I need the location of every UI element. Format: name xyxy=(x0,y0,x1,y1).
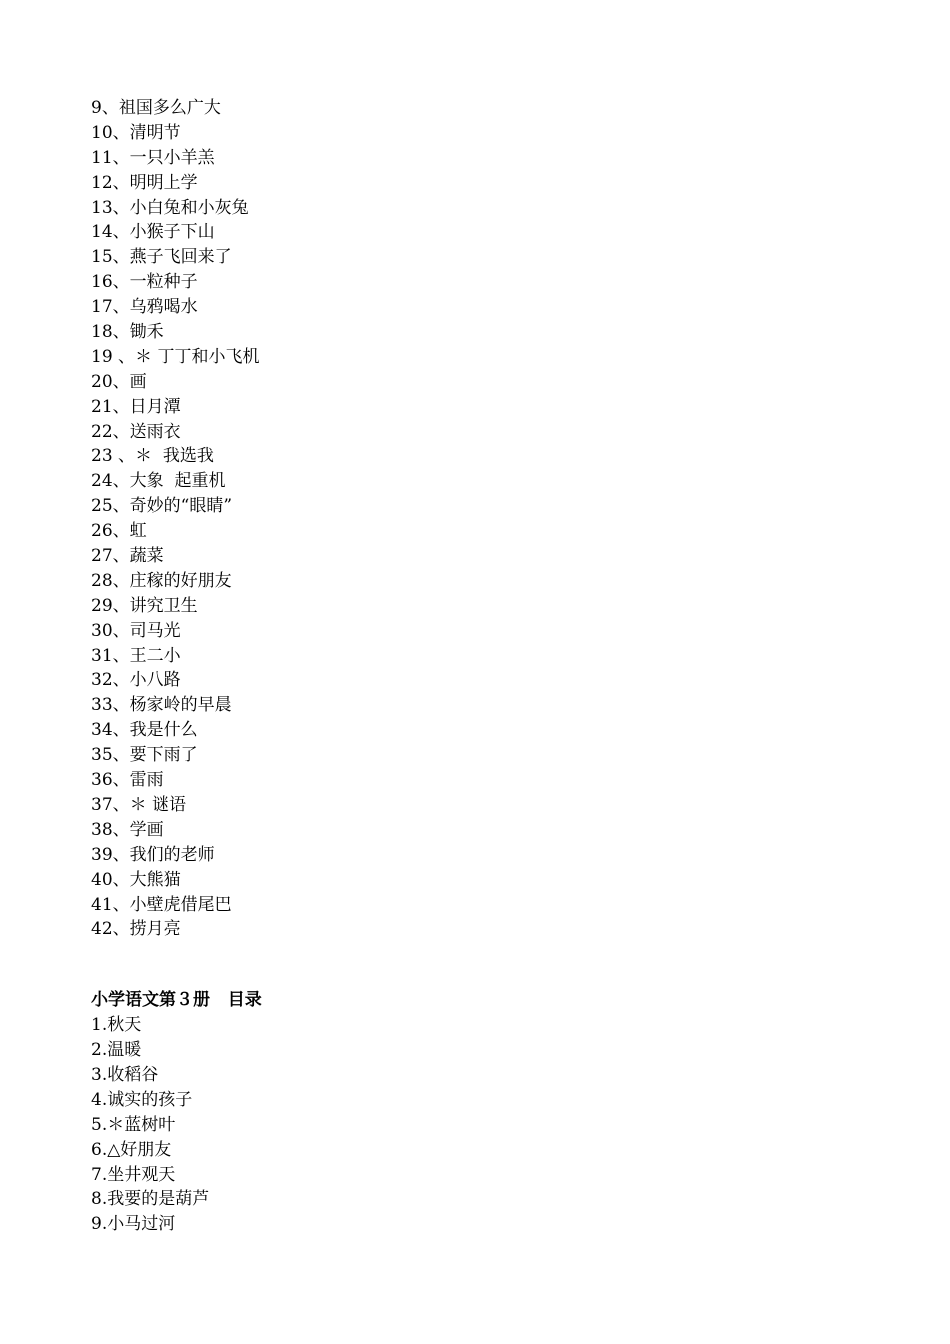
list-item: 28、庄稼的好朋友 xyxy=(91,570,232,591)
list-item: 21、日月潭 xyxy=(91,396,181,417)
list-item: 23 、＊ 我选我 xyxy=(91,446,214,467)
list-item: 20、画 xyxy=(91,371,147,392)
list-item: 25、奇妙的“眼睛” xyxy=(91,496,233,517)
list-item: 11、一只小羊羔 xyxy=(91,147,215,168)
list-item: 33、杨家岭的早晨 xyxy=(91,695,232,716)
list-item: 18、锄禾 xyxy=(91,322,164,343)
list-item: 39、我们的老师 xyxy=(91,844,215,865)
list-item: 40、大熊猫 xyxy=(91,869,181,890)
list-item: 32、小八路 xyxy=(91,670,181,691)
list-item: 16、一粒种子 xyxy=(91,272,198,293)
list-item: 13、小白兔和小灰兔 xyxy=(91,197,249,218)
list-item: 22、送雨衣 xyxy=(91,421,181,442)
list-item: 34、我是什么 xyxy=(91,720,198,741)
lesson-list-two xyxy=(91,988,891,1237)
list-item: 31、王二小 xyxy=(91,645,181,666)
list-item: 36、雷雨 xyxy=(91,770,164,791)
list-item: 5.＊蓝树叶 xyxy=(91,1114,176,1135)
list-item: 41、小壁虎借尾巴 xyxy=(91,894,232,915)
document-page xyxy=(91,96,891,1237)
section-heading: 小学语文第３册 目录 xyxy=(91,990,262,1011)
list-item: 24、大象 起重机 xyxy=(91,471,226,492)
list-item: 17、乌鸦喝水 xyxy=(91,297,198,318)
list-item: 2.温暖 xyxy=(91,1040,142,1061)
list-item: 38、学画 xyxy=(91,819,164,840)
section-spacer xyxy=(91,942,891,988)
list-item: 15、燕子飞回来了 xyxy=(91,247,232,268)
list-item: 9、祖国多么广大 xyxy=(91,98,221,118)
list-item: 7.坐井观天 xyxy=(91,1164,176,1185)
lesson-list-one xyxy=(91,96,891,942)
list-item: 10、清明节 xyxy=(91,122,181,143)
list-item: 42、捞月亮 xyxy=(91,919,181,940)
list-item: 35、要下雨了 xyxy=(91,745,198,766)
list-item: 9.小马过河 xyxy=(91,1214,176,1235)
list-item: 12、明明上学 xyxy=(91,172,198,193)
list-item: 30、司马光 xyxy=(91,620,181,641)
list-item: 8.我要的是葫芦 xyxy=(91,1189,210,1210)
list-item: 37、＊ 谜语 xyxy=(91,794,187,815)
list-item: 4.诚实的孩子 xyxy=(91,1089,193,1110)
list-item: 29、讲究卫生 xyxy=(91,595,198,616)
list-item: 19 、＊ 丁丁和小飞机 xyxy=(91,346,260,367)
list-item: 26、虹 xyxy=(91,521,147,542)
list-item: 1.秋天 xyxy=(91,1015,142,1036)
list-item: 6.△好朋友 xyxy=(91,1139,172,1160)
list-item: 14、小猴子下山 xyxy=(91,222,215,243)
list-item: 27、蔬菜 xyxy=(91,546,164,567)
list-item: 3.收稻谷 xyxy=(91,1064,159,1085)
